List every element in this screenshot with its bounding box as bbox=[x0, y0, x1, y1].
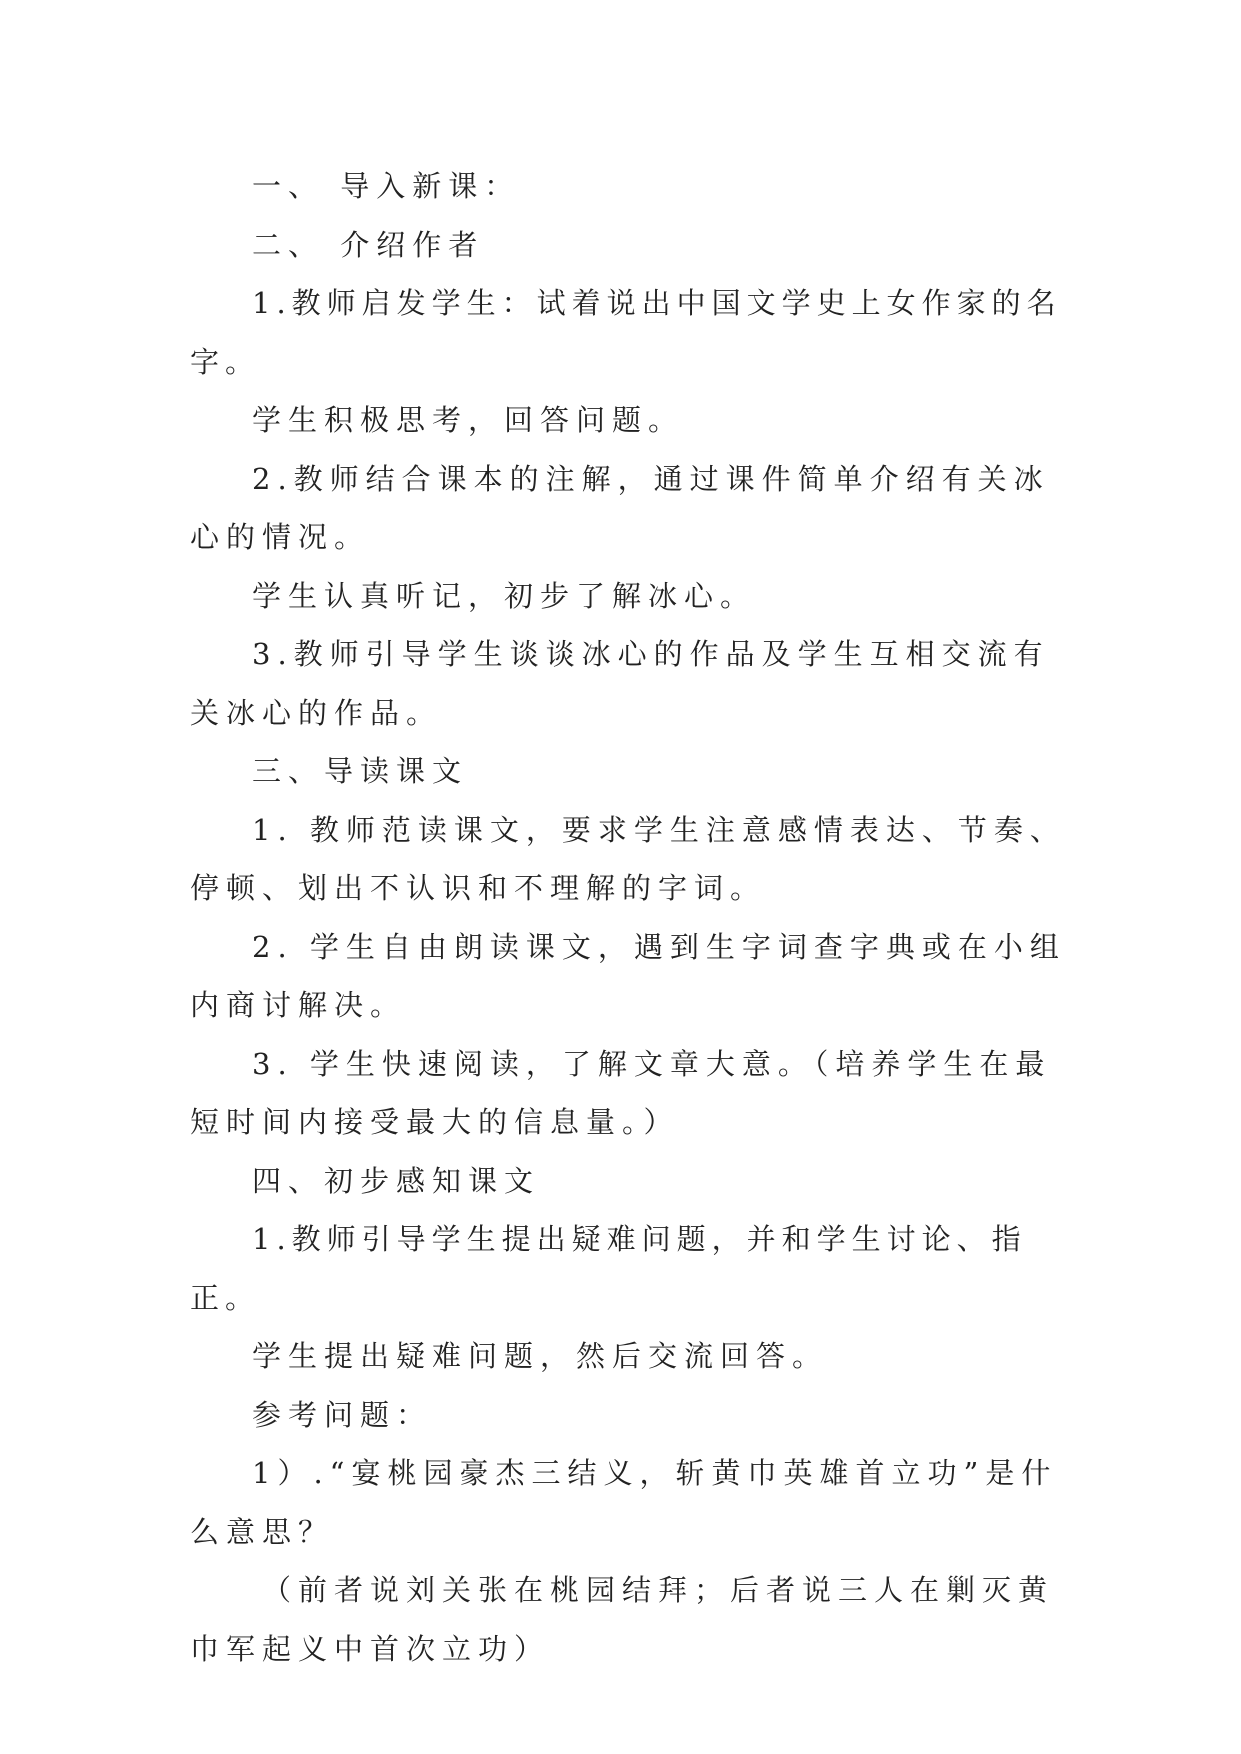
section-heading-perception: 四、初步感知课文 bbox=[252, 1163, 541, 1198]
paragraph: 1.教师启发学生：试着说出中国文学史上女作家的名字。 bbox=[190, 286, 1062, 379]
paragraph: 参考问题： bbox=[252, 1397, 433, 1432]
paragraph: 2. 学生自由朗读课文，遇到生字词查字典或在小组内商讨解决。 bbox=[190, 929, 1066, 1022]
section-heading-intro: 一、 导入新课： bbox=[252, 169, 521, 203]
paragraph: 2.教师结合课本的注解，通过课件简单介绍有关冰心的情况。 bbox=[190, 461, 1050, 554]
paragraph: 学生提出疑难问题，然后交流回答。 bbox=[252, 1339, 829, 1373]
paragraph: 学生积极思考，回答问题。 bbox=[252, 403, 685, 437]
document-body bbox=[190, 157, 1070, 1678]
section-heading-reading: 三、导读课文 bbox=[252, 754, 469, 788]
paragraph: （前者说刘关张在桃园结拜；后者说三人在剿灭黄巾军起义中首次立功） bbox=[190, 1573, 1055, 1666]
paragraph: 1）.“宴桃园豪杰三结义，斩黄巾英雄首立功”是什么意思？ bbox=[190, 1456, 1058, 1549]
paragraph: 学生认真听记，初步了解冰心。 bbox=[252, 578, 757, 613]
paragraph: 1. 教师范读课文，要求学生注意感情表达、节奏、停顿、划出不认识和不理解的字词。 bbox=[190, 812, 1066, 905]
section-heading-author: 二、 介绍作者 bbox=[252, 227, 485, 262]
paragraph: 1.教师引导学生提出疑难问题，并和学生讨论、指正。 bbox=[190, 1222, 1027, 1315]
paragraph: 3.教师引导学生谈谈冰心的作品及学生互相交流有关冰心的作品。 bbox=[190, 637, 1050, 730]
paragraph: 3. 学生快速阅读，了解文章大意。（培养学生在最短时间内接受最大的信息量。） bbox=[190, 1046, 1052, 1139]
